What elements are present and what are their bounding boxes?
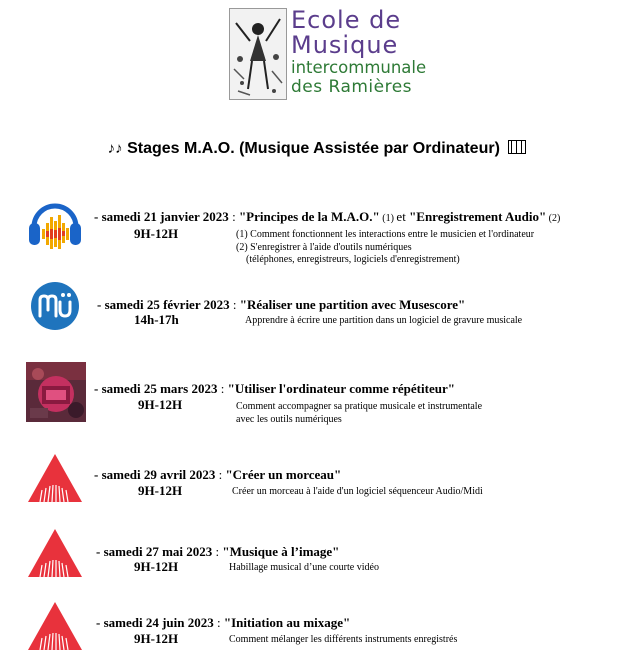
stage-description-line: Créer un morceau à l'aide d'un logiciel séquenceur Audio/Midi bbox=[232, 486, 483, 497]
stage-date: - samedi 25 février 2023 bbox=[97, 297, 230, 312]
stage-title: "Musique à l’image" bbox=[222, 544, 340, 559]
stage-description-line: avec les outils numériques bbox=[236, 413, 342, 425]
stage-time: 9H-12H bbox=[134, 631, 179, 646]
stage-description bbox=[236, 401, 482, 426]
stage-heading bbox=[94, 467, 341, 483]
page-title-text: Stages M.A.O. (Musique Assistée par Ordinateur) bbox=[127, 140, 500, 157]
stage-title: "Réaliser une partition avec Musescore" bbox=[239, 297, 466, 312]
stage-time: 9H-12H bbox=[134, 226, 179, 241]
stage-description bbox=[245, 315, 522, 328]
stage-ref: (1) bbox=[379, 213, 397, 224]
ardour-logo-icon bbox=[26, 452, 84, 510]
stage-heading bbox=[97, 297, 465, 313]
stage-description-line: (téléphones, enregistreurs, logiciels d'enregistrement) bbox=[236, 254, 460, 265]
stage-heading bbox=[96, 615, 350, 631]
stage-separator: : bbox=[213, 615, 224, 630]
piano-keyboard-icon bbox=[508, 140, 526, 154]
stage-description bbox=[229, 634, 457, 647]
stage-description-line: (1) Comment fonctionnent les interactions entre le musicien et l'ordinateur bbox=[236, 229, 535, 240]
ardour-logo-icon bbox=[26, 527, 84, 585]
stage-heading bbox=[94, 381, 455, 397]
stage-date: - samedi 25 mars 2023 bbox=[94, 381, 218, 396]
stage-time: 9H-12H bbox=[134, 559, 179, 574]
stage-time: 9H-12H bbox=[138, 397, 183, 412]
stage-description bbox=[232, 486, 483, 499]
stage-separator: : bbox=[217, 381, 228, 396]
stage-date: - samedi 21 janvier 2023 bbox=[94, 209, 229, 224]
headphones-audio-icon bbox=[26, 195, 84, 253]
stage-title: "Utiliser l'ordinateur comme répétiteur" bbox=[227, 381, 455, 396]
logo-text bbox=[291, 8, 426, 96]
logo-line-3: intercommunale bbox=[291, 58, 427, 77]
stage-heading bbox=[96, 544, 339, 560]
stage-separator: : bbox=[215, 467, 226, 482]
stage-separator: : bbox=[228, 209, 239, 224]
stage-description bbox=[236, 229, 534, 267]
logo-line-2: Musique bbox=[291, 31, 399, 59]
stage-separator: : bbox=[212, 544, 223, 559]
stage-date: - samedi 27 mai 2023 bbox=[96, 544, 213, 559]
stage-ref-2: (2) bbox=[546, 213, 561, 224]
page-title bbox=[0, 140, 634, 158]
stage-and: et bbox=[396, 209, 410, 224]
stage-description-line: (2) S'enregistrer à l'aide d'outils numériques bbox=[236, 241, 412, 253]
stage-date: - samedi 29 avril 2023 bbox=[94, 467, 216, 482]
stage-description-line: Apprendre à écrire une partition dans un logiciel de gravure musicale bbox=[245, 315, 523, 326]
stage-separator: : bbox=[229, 297, 240, 312]
stage-description bbox=[229, 562, 379, 575]
logo-line-1: Ecole de bbox=[291, 6, 402, 34]
stage-title: "Créer un morceau" bbox=[225, 467, 342, 482]
stage-description-line: Comment mélanger les différents instruments enregistrés bbox=[229, 634, 458, 645]
stage-title-2: "Enregistrement Audio" bbox=[409, 209, 547, 224]
stage-title: "Initiation au mixage" bbox=[223, 615, 351, 630]
stage-description-line: Habillage musical d’une courte vidéo bbox=[229, 562, 379, 573]
logo-line-4: des Ramières bbox=[291, 76, 413, 97]
stage-title: "Principes de la M.A.O." bbox=[238, 209, 380, 224]
stage-heading bbox=[94, 209, 560, 225]
stage-description-line: Comment accompagner sa pratique musicale et instrumentale bbox=[236, 401, 483, 412]
musescore-icon bbox=[26, 280, 84, 338]
school-logo bbox=[229, 6, 427, 98]
stage-time: 9H-12H bbox=[138, 483, 183, 498]
ardour-logo-icon bbox=[26, 600, 84, 658]
music-note-icon: ♪♪ bbox=[107, 140, 123, 157]
practice-photo-icon bbox=[26, 362, 86, 422]
stage-time: 14h-17h bbox=[134, 312, 179, 327]
conductor-drawing-icon bbox=[229, 8, 287, 100]
stage-date: - samedi 24 juin 2023 bbox=[96, 615, 214, 630]
